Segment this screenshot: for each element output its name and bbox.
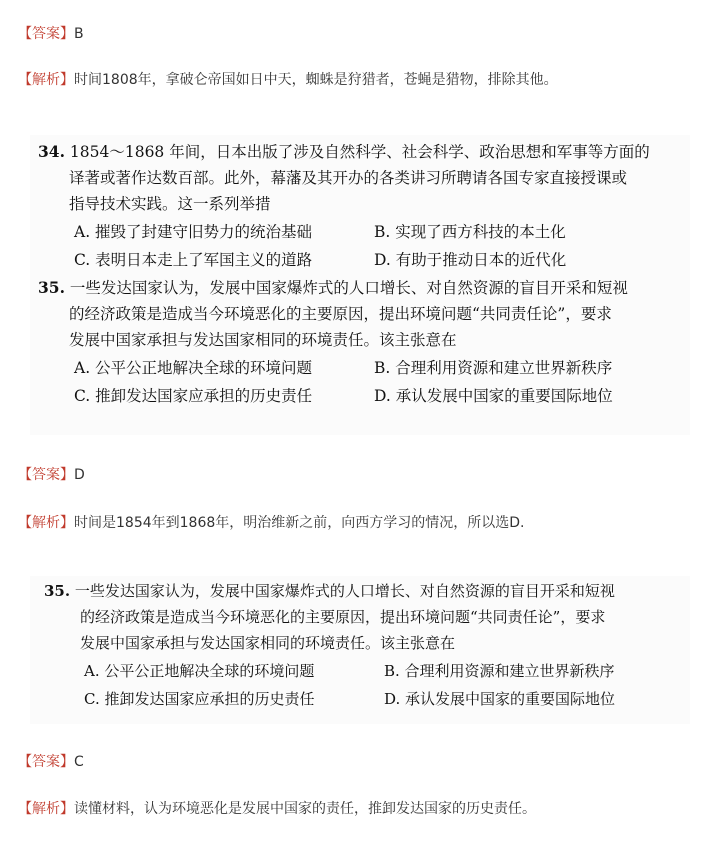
option-b: B. 实现了西方科技的本土化	[374, 223, 566, 241]
option-c: C. 推卸发达国家应承担的历史责任	[84, 690, 315, 708]
question-35b-scan	[44, 580, 684, 720]
option-d: D. 承认发展中国家的重要国际地位	[384, 690, 616, 708]
option-c: C. 表明日本走上了军国主义的道路	[74, 251, 313, 269]
analysis-tag: 【解析】	[18, 801, 74, 817]
answer-line-1	[18, 25, 84, 43]
option-a: A. 公平公正地解决全球的环境问题	[84, 662, 315, 680]
question-35b-line-1	[44, 580, 615, 601]
question-34-35-scan	[38, 140, 688, 430]
analysis-text: 时间1808年，拿破仑帝国如日中天，蜘蛛是狩猎者，苍蝇是猎物，排除其他。	[74, 72, 558, 88]
answer-tag: 【答案】	[18, 754, 74, 770]
answer-line-3	[18, 753, 84, 771]
analysis-line-1	[18, 71, 558, 89]
answer-value: D	[74, 467, 85, 483]
question-35a-line-2: 的经济政策是造成当今环境恶化的主要原因，提出环境问题“共同责任论”，要求	[69, 305, 612, 323]
analysis-text: 读懂材料，认为环境恶化是发展中国家的责任，推卸发达国家的历史责任。	[74, 801, 536, 817]
option-b: B. 合理利用资源和建立世界新秩序	[374, 359, 613, 377]
question-text: 1854～1868 年间，日本出版了涉及自然科学、社会科学、政治思想和军事等方面的	[69, 143, 650, 161]
question-35b-line-3: 发展中国家承担与发达国家相同的环境责任。该主张意在	[80, 634, 456, 652]
analysis-line-3	[18, 800, 536, 818]
question-35b-line-2: 的经济政策是造成当今环境恶化的主要原因，提出环境问题“共同责任论”，要求	[80, 608, 606, 626]
answer-tag: 【答案】	[18, 467, 74, 483]
question-34-line-3: 指导技术实践。这一系列举措	[69, 195, 271, 213]
question-text: 一些发达国家认为，发展中国家爆炸式的人口增长、对自然资源的盲目开采和短视	[74, 582, 615, 600]
question-35a-line-3: 发展中国家承担与发达国家相同的环境责任。该主张意在	[69, 331, 457, 349]
answer-value: B	[74, 26, 84, 42]
option-c: C. 推卸发达国家应承担的历史责任	[74, 387, 313, 405]
option-d: D. 承认发展中国家的重要国际地位	[374, 387, 613, 405]
analysis-tag: 【解析】	[18, 72, 74, 88]
question-34-line-1	[38, 140, 650, 162]
answer-tag: 【答案】	[18, 26, 74, 42]
question-number: 35.	[44, 582, 71, 600]
question-34-line-2: 译著或著作达数百部。此外，幕藩及其开办的各类讲习所聘请各国专家直接授课或	[69, 169, 628, 187]
answer-line-2	[18, 466, 85, 484]
question-number: 34.	[38, 142, 65, 161]
question-number: 35.	[38, 278, 65, 297]
analysis-line-2	[18, 514, 525, 532]
question-text: 一些发达国家认为，发展中国家爆炸式的人口增长、对自然资源的盲目开采和短视	[69, 279, 628, 297]
option-a: A. 摧毁了封建守旧势力的统治基础	[74, 223, 313, 241]
question-35a-line-1	[38, 276, 628, 298]
option-d: D. 有助于推动日本的近代化	[374, 251, 567, 269]
analysis-tag: 【解析】	[18, 515, 74, 531]
analysis-text: 时间是1854年到1868年，明治维新之前，向西方学习的情况，所以选D.	[74, 515, 525, 531]
option-a: A. 公平公正地解决全球的环境问题	[74, 359, 313, 377]
option-b: B. 合理利用资源和建立世界新秩序	[384, 662, 615, 680]
answer-value: C	[74, 754, 84, 770]
